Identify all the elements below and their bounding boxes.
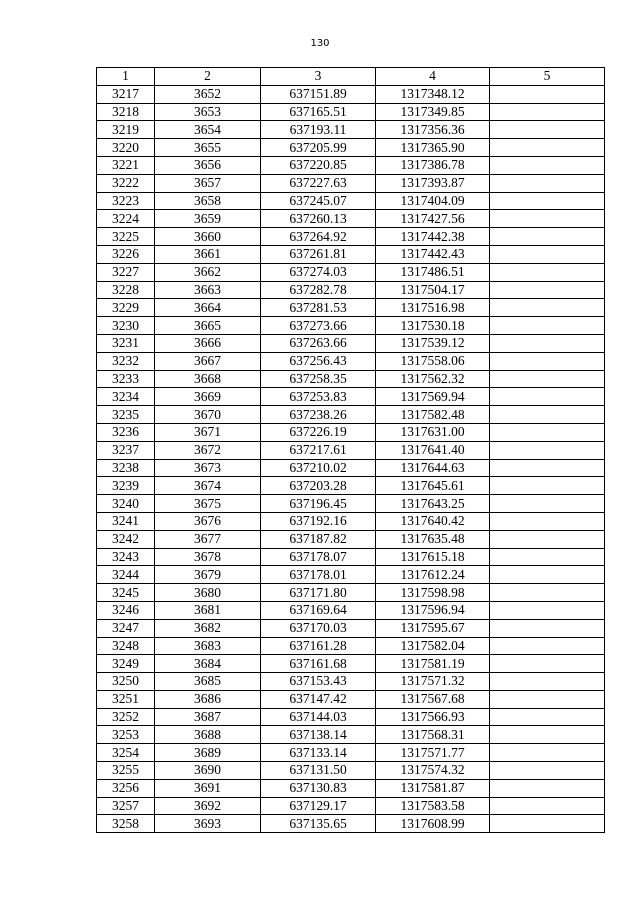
table-cell: 1317582.48 <box>376 406 490 424</box>
table-cell: 3667 <box>155 352 261 370</box>
table-cell <box>490 797 605 815</box>
table-cell: 3654 <box>155 121 261 139</box>
table-cell: 3240 <box>97 495 155 513</box>
table-cell <box>490 530 605 548</box>
table-row <box>97 406 605 424</box>
table-cell: 3239 <box>97 477 155 495</box>
table-cell <box>490 512 605 530</box>
table-row <box>97 655 605 673</box>
table-cell: 3252 <box>97 708 155 726</box>
table-cell: 3686 <box>155 690 261 708</box>
table-cell: 3226 <box>97 245 155 263</box>
table-cell: 1317569.94 <box>376 388 490 406</box>
table-cell: 637260.13 <box>261 210 376 228</box>
table-cell: 3227 <box>97 263 155 281</box>
table-cell <box>490 156 605 174</box>
table-row <box>97 263 605 281</box>
table-cell: 3258 <box>97 815 155 833</box>
table-cell: 3660 <box>155 228 261 246</box>
table-cell: 1317608.99 <box>376 815 490 833</box>
table-cell: 637169.64 <box>261 601 376 619</box>
table-cell: 3679 <box>155 566 261 584</box>
table-cell: 1317631.00 <box>376 423 490 441</box>
table-row <box>97 85 605 103</box>
table-cell: 3676 <box>155 512 261 530</box>
table-cell: 3674 <box>155 477 261 495</box>
table-cell: 637238.26 <box>261 406 376 424</box>
table-cell <box>490 263 605 281</box>
table-row <box>97 317 605 335</box>
table-cell: 3244 <box>97 566 155 584</box>
table-row <box>97 530 605 548</box>
table-cell: 3681 <box>155 601 261 619</box>
table-cell: 1317612.24 <box>376 566 490 584</box>
table-cell <box>490 245 605 263</box>
table-cell <box>490 673 605 691</box>
table-cell: 637178.07 <box>261 548 376 566</box>
table-cell: 3684 <box>155 655 261 673</box>
table-cell: 3249 <box>97 655 155 673</box>
table-row <box>97 441 605 459</box>
table-cell <box>490 584 605 602</box>
table-cell <box>490 228 605 246</box>
table-cell: 3657 <box>155 174 261 192</box>
table-cell: 3221 <box>97 156 155 174</box>
table-cell <box>490 299 605 317</box>
table-cell: 637151.89 <box>261 85 376 103</box>
table-row <box>97 601 605 619</box>
table-cell: 3228 <box>97 281 155 299</box>
table-row <box>97 352 605 370</box>
table-cell: 637205.99 <box>261 139 376 157</box>
table-cell: 637273.66 <box>261 317 376 335</box>
table-cell: 3246 <box>97 601 155 619</box>
column-header: 3 <box>261 68 376 86</box>
table-cell <box>490 423 605 441</box>
table-cell <box>490 459 605 477</box>
table-cell: 3683 <box>155 637 261 655</box>
table-row <box>97 370 605 388</box>
table-cell: 637264.92 <box>261 228 376 246</box>
table-cell: 637130.83 <box>261 779 376 797</box>
table-cell: 1317539.12 <box>376 334 490 352</box>
table-cell <box>490 139 605 157</box>
column-header: 2 <box>155 68 261 86</box>
table-cell: 3242 <box>97 530 155 548</box>
table-cell: 3218 <box>97 103 155 121</box>
table-cell: 1317442.43 <box>376 245 490 263</box>
table-cell: 3251 <box>97 690 155 708</box>
table-cell: 637144.03 <box>261 708 376 726</box>
table-cell: 3689 <box>155 744 261 762</box>
table-cell: 3652 <box>155 85 261 103</box>
table-cell: 3671 <box>155 423 261 441</box>
table-cell: 637161.68 <box>261 655 376 673</box>
table-cell: 3672 <box>155 441 261 459</box>
table-cell: 637258.35 <box>261 370 376 388</box>
table-row <box>97 744 605 762</box>
table-cell: 1317598.98 <box>376 584 490 602</box>
table-row <box>97 121 605 139</box>
table-row <box>97 637 605 655</box>
table-cell: 3224 <box>97 210 155 228</box>
table-header-row <box>97 68 605 86</box>
table-cell: 3234 <box>97 388 155 406</box>
table-cell: 1317571.77 <box>376 744 490 762</box>
table-cell: 3680 <box>155 584 261 602</box>
table-cell: 637196.45 <box>261 495 376 513</box>
table-row <box>97 245 605 263</box>
table-cell: 3248 <box>97 637 155 655</box>
table-row <box>97 548 605 566</box>
page-number: 130 <box>310 38 330 49</box>
table-cell: 3670 <box>155 406 261 424</box>
table-cell: 637193.11 <box>261 121 376 139</box>
table-cell <box>490 103 605 121</box>
table-cell: 3233 <box>97 370 155 388</box>
table-cell: 1317582.04 <box>376 637 490 655</box>
table-row <box>97 495 605 513</box>
table-cell <box>490 192 605 210</box>
table-cell: 1317486.51 <box>376 263 490 281</box>
table-cell: 1317635.48 <box>376 530 490 548</box>
table-cell <box>490 281 605 299</box>
table-cell: 3235 <box>97 406 155 424</box>
table-cell: 3236 <box>97 423 155 441</box>
table-cell: 637147.42 <box>261 690 376 708</box>
table-row <box>97 797 605 815</box>
table-row <box>97 281 605 299</box>
table-cell <box>490 655 605 673</box>
table-row <box>97 708 605 726</box>
table-cell: 1317427.56 <box>376 210 490 228</box>
table-cell: 3691 <box>155 779 261 797</box>
table-cell: 637274.03 <box>261 263 376 281</box>
table-body <box>97 85 605 832</box>
table-cell: 3687 <box>155 708 261 726</box>
table-cell: 1317581.19 <box>376 655 490 673</box>
table-cell: 3653 <box>155 103 261 121</box>
table-cell: 637161.28 <box>261 637 376 655</box>
table-row <box>97 477 605 495</box>
table-cell: 637131.50 <box>261 762 376 780</box>
table-row <box>97 690 605 708</box>
table-cell: 3666 <box>155 334 261 352</box>
coordinates-table <box>96 67 605 833</box>
table-cell: 1317393.87 <box>376 174 490 192</box>
table-cell: 1317442.38 <box>376 228 490 246</box>
table-row <box>97 566 605 584</box>
table-cell: 3256 <box>97 779 155 797</box>
table-cell <box>490 85 605 103</box>
table-cell: 3692 <box>155 797 261 815</box>
table-cell: 3238 <box>97 459 155 477</box>
table-cell <box>490 495 605 513</box>
table-cell: 3217 <box>97 85 155 103</box>
table-cell <box>490 762 605 780</box>
table-cell: 1317356.36 <box>376 121 490 139</box>
table-cell: 3688 <box>155 726 261 744</box>
table-cell: 637171.80 <box>261 584 376 602</box>
table-cell: 1317386.78 <box>376 156 490 174</box>
table-cell <box>490 121 605 139</box>
table-cell: 3254 <box>97 744 155 762</box>
table-cell: 3668 <box>155 370 261 388</box>
table-row <box>97 673 605 691</box>
table-cell: 637282.78 <box>261 281 376 299</box>
table-row <box>97 299 605 317</box>
table-cell: 3223 <box>97 192 155 210</box>
table-cell: 3677 <box>155 530 261 548</box>
table-row <box>97 174 605 192</box>
table-cell: 1317581.87 <box>376 779 490 797</box>
table-row <box>97 762 605 780</box>
table-cell: 637178.01 <box>261 566 376 584</box>
table-cell: 3682 <box>155 619 261 637</box>
table-cell <box>490 388 605 406</box>
table-cell: 637192.16 <box>261 512 376 530</box>
table-row <box>97 779 605 797</box>
table-cell <box>490 637 605 655</box>
table-cell: 637203.28 <box>261 477 376 495</box>
table-row <box>97 139 605 157</box>
table-cell: 637187.82 <box>261 530 376 548</box>
table-cell: 3659 <box>155 210 261 228</box>
table-cell <box>490 370 605 388</box>
table-cell: 3690 <box>155 762 261 780</box>
table-cell <box>490 566 605 584</box>
table-cell: 1317567.68 <box>376 690 490 708</box>
table-cell: 3225 <box>97 228 155 246</box>
table-cell: 1317349.85 <box>376 103 490 121</box>
table-cell: 1317574.32 <box>376 762 490 780</box>
table-row <box>97 423 605 441</box>
table-cell: 1317571.32 <box>376 673 490 691</box>
table-row <box>97 388 605 406</box>
table-row <box>97 228 605 246</box>
table-cell: 3685 <box>155 673 261 691</box>
table-cell: 1317596.94 <box>376 601 490 619</box>
table-cell: 637256.43 <box>261 352 376 370</box>
table-cell: 3245 <box>97 584 155 602</box>
table-cell: 1317644.63 <box>376 459 490 477</box>
table-cell: 637165.51 <box>261 103 376 121</box>
table-cell: 1317643.25 <box>376 495 490 513</box>
table-row <box>97 103 605 121</box>
table-cell: 3229 <box>97 299 155 317</box>
table-cell <box>490 548 605 566</box>
table-row <box>97 512 605 530</box>
column-header: 4 <box>376 68 490 86</box>
table-cell: 3693 <box>155 815 261 833</box>
table-cell: 1317566.93 <box>376 708 490 726</box>
table-row <box>97 192 605 210</box>
table-cell: 3220 <box>97 139 155 157</box>
table-cell <box>490 317 605 335</box>
table-cell: 1317615.18 <box>376 548 490 566</box>
table-cell: 637226.19 <box>261 423 376 441</box>
table-cell: 3665 <box>155 317 261 335</box>
table-row <box>97 459 605 477</box>
table-cell <box>490 779 605 797</box>
table-cell: 1317568.31 <box>376 726 490 744</box>
table-cell <box>490 601 605 619</box>
table-cell: 1317530.18 <box>376 317 490 335</box>
table-cell: 637245.07 <box>261 192 376 210</box>
column-header: 1 <box>97 68 155 86</box>
table-cell <box>490 477 605 495</box>
table-cell: 637138.14 <box>261 726 376 744</box>
table-cell: 1317365.90 <box>376 139 490 157</box>
table-cell: 637261.81 <box>261 245 376 263</box>
table-cell: 3257 <box>97 797 155 815</box>
table-cell <box>490 744 605 762</box>
table-cell <box>490 619 605 637</box>
table-cell: 637135.65 <box>261 815 376 833</box>
table-cell: 637263.66 <box>261 334 376 352</box>
table-cell: 637133.14 <box>261 744 376 762</box>
table-cell: 637253.83 <box>261 388 376 406</box>
table-cell: 3663 <box>155 281 261 299</box>
table-cell: 3237 <box>97 441 155 459</box>
table-cell <box>490 441 605 459</box>
table-cell: 637281.53 <box>261 299 376 317</box>
table-cell: 1317641.40 <box>376 441 490 459</box>
table-row <box>97 156 605 174</box>
table-cell <box>490 210 605 228</box>
table-cell <box>490 406 605 424</box>
table-cell: 3247 <box>97 619 155 637</box>
table-cell: 1317562.32 <box>376 370 490 388</box>
table-cell: 3658 <box>155 192 261 210</box>
table-cell: 1317640.42 <box>376 512 490 530</box>
table-cell: 3673 <box>155 459 261 477</box>
table-cell <box>490 726 605 744</box>
table-cell: 3664 <box>155 299 261 317</box>
table-cell: 3255 <box>97 762 155 780</box>
table-cell: 637153.43 <box>261 673 376 691</box>
table-row <box>97 815 605 833</box>
table-cell: 637210.02 <box>261 459 376 477</box>
table-row <box>97 726 605 744</box>
table-cell: 3243 <box>97 548 155 566</box>
table-cell: 3662 <box>155 263 261 281</box>
table-cell: 637129.17 <box>261 797 376 815</box>
table-cell: 637227.63 <box>261 174 376 192</box>
table-cell <box>490 815 605 833</box>
table-cell: 1317595.67 <box>376 619 490 637</box>
table-cell: 3253 <box>97 726 155 744</box>
table-row <box>97 584 605 602</box>
column-header: 5 <box>490 68 605 86</box>
table-cell <box>490 708 605 726</box>
table-cell <box>490 352 605 370</box>
table-cell: 3250 <box>97 673 155 691</box>
table-cell: 637170.03 <box>261 619 376 637</box>
table-cell: 3661 <box>155 245 261 263</box>
table-cell: 3230 <box>97 317 155 335</box>
table-cell: 3222 <box>97 174 155 192</box>
table-cell: 3241 <box>97 512 155 530</box>
table-cell: 3656 <box>155 156 261 174</box>
table-cell: 1317583.58 <box>376 797 490 815</box>
table-cell <box>490 690 605 708</box>
table-cell: 637220.85 <box>261 156 376 174</box>
table-cell: 1317516.98 <box>376 299 490 317</box>
table-cell: 1317645.61 <box>376 477 490 495</box>
table-row <box>97 619 605 637</box>
table-cell: 3231 <box>97 334 155 352</box>
table-cell: 3655 <box>155 139 261 157</box>
table-cell <box>490 334 605 352</box>
table-cell: 1317348.12 <box>376 85 490 103</box>
table-cell: 1317558.06 <box>376 352 490 370</box>
table-cell: 3219 <box>97 121 155 139</box>
table-cell: 3669 <box>155 388 261 406</box>
table-row <box>97 334 605 352</box>
table-cell: 1317504.17 <box>376 281 490 299</box>
table-cell: 3232 <box>97 352 155 370</box>
table-cell: 3675 <box>155 495 261 513</box>
table-row <box>97 210 605 228</box>
table-cell: 3678 <box>155 548 261 566</box>
table-cell: 637217.61 <box>261 441 376 459</box>
table-cell: 1317404.09 <box>376 192 490 210</box>
table-cell <box>490 174 605 192</box>
